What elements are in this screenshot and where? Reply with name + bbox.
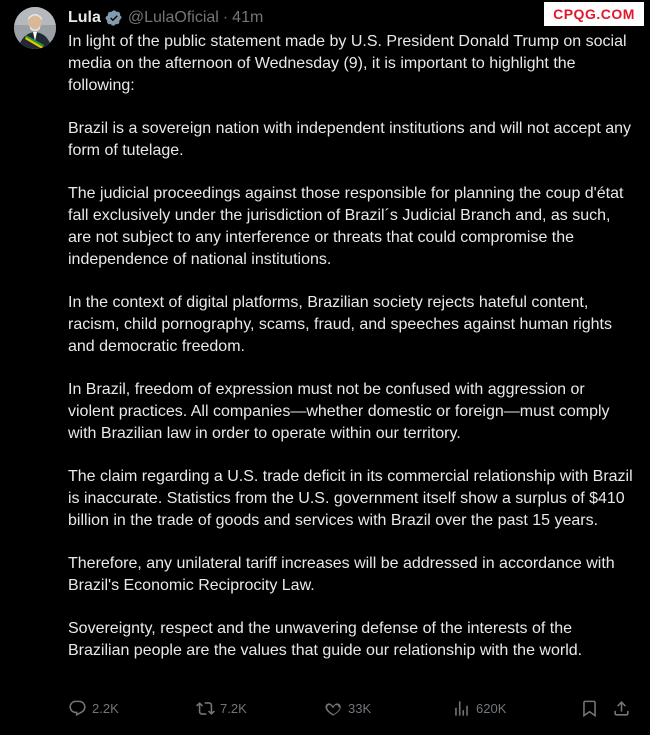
views-chart-icon [452, 699, 471, 718]
reply-button[interactable] [68, 696, 119, 720]
like-count: 33K [348, 700, 372, 716]
header-separator: · [222, 9, 229, 26]
tweet-body [68, 31, 633, 683]
share-icon [612, 699, 631, 718]
views-button[interactable] [452, 696, 506, 720]
reply-icon [68, 699, 87, 718]
tweet-timestamp[interactable]: 41m [232, 9, 264, 26]
tweet-header [68, 7, 263, 29]
retweet-count: 7.2K [220, 700, 247, 716]
reply-count: 2.2K [92, 700, 119, 716]
author-name[interactable]: Lula [68, 9, 101, 26]
tweet-paragraph: In light of the public statement made by U.S. President Donald Trump on social media on the afternoon of Wednesday (9), it is important to highlight the following: [68, 33, 627, 94]
watermark: CPQG.COM [544, 2, 644, 26]
tweet-paragraph: Brazil is a sovereign nation with independent institutions and will not accept any form of tutelage. [68, 120, 631, 159]
views-count: 620K [476, 700, 507, 716]
avatar-portrait-icon [14, 7, 56, 49]
avatar[interactable] [14, 7, 56, 49]
retweet-button[interactable] [196, 696, 247, 720]
tweet-paragraph: The judicial proceedings against those responsible for planning the coup d'état fall exclusively under the jurisdiction of Brazil´s Judicial Branch and, as such, are not subject to any interference or threats that could compromise the independence of national institutions. [68, 185, 624, 268]
bookmark-icon [580, 699, 599, 718]
like-button[interactable] [324, 696, 371, 720]
tweet-paragraph: The claim regarding a U.S. trade deficit in its commercial relationship with Brazil is inaccurate. Statistics from the U.S. government itself show a surplus of $410 billion in the trade of goods and services with Brazil over the past 15 years. [68, 468, 633, 529]
tweet-paragraph: In the context of digital platforms, Brazilian society rejects hateful content, racism, child pornography, scams, fraud, and speeches against human rights and democratic freedom. [68, 294, 612, 355]
share-button[interactable] [612, 696, 631, 720]
tweet-paragraph: In Brazil, freedom of expression must not be confused with aggression or violent practices. All companies—whether domestic or foreign—must comply with Brazilian law in order to operate within our territory. [68, 381, 610, 442]
tweet-paragraph: Therefore, any unilateral tariff increases will be addressed in accordance with Brazil's Economic Reciprocity Law. [68, 555, 615, 594]
tweet-paragraph: Sovereignty, respect and the unwavering defense of the interests of the Brazilian people are the values that guide our relationship with the world. [68, 620, 583, 659]
retweet-icon [196, 699, 215, 718]
author-handle[interactable]: @LulaOficial [127, 9, 219, 26]
heart-icon [324, 699, 343, 718]
tweet-actions-bar [68, 696, 633, 720]
bookmark-button[interactable] [580, 696, 599, 720]
verified-badge-icon [105, 9, 123, 27]
